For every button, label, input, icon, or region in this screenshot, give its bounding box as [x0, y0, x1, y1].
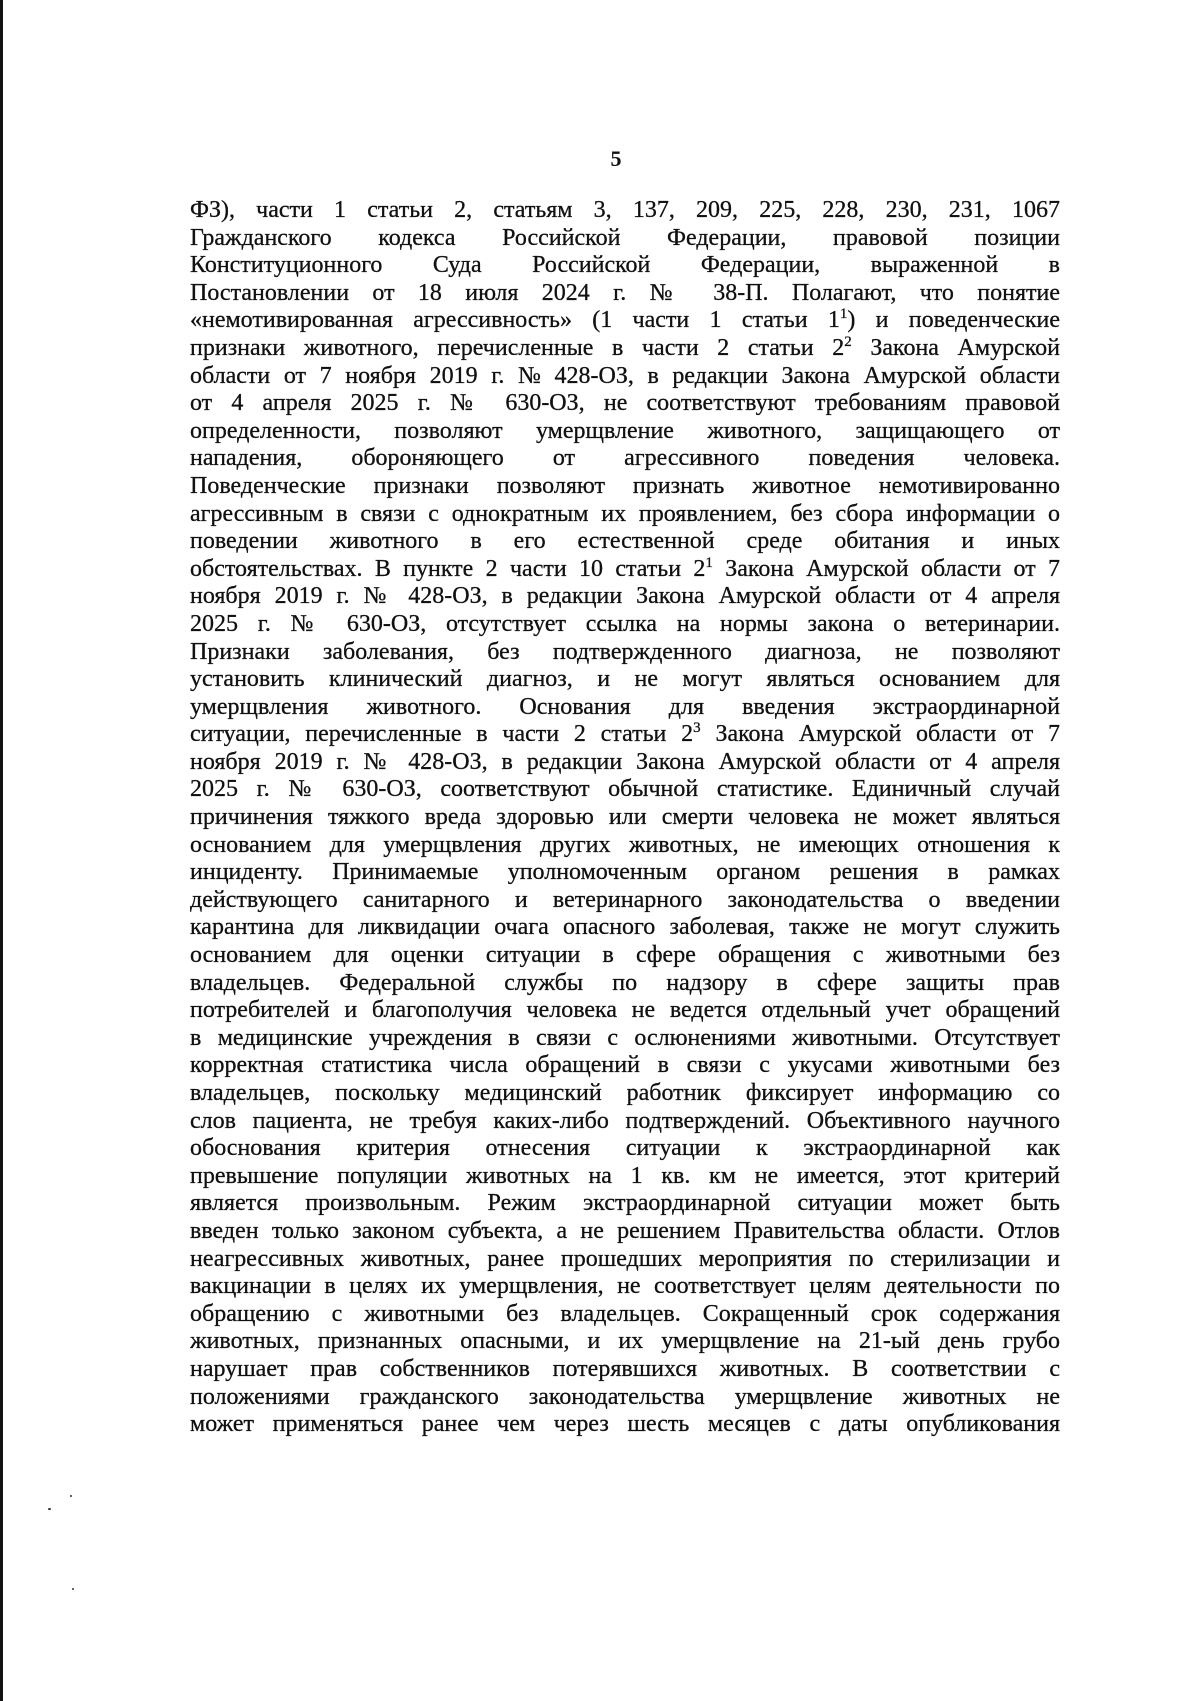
text-line-content: животных, признанных опасными, и их умерщвление на 21-ый день грубо — [190, 1328, 1060, 1355]
text-line-content: действующего санитарного и ветеринарного законодательства о введении — [190, 886, 1060, 913]
text-line — [190, 1411, 1060, 1439]
text-line-content: нападения, обороняющего от агрессивного поведения человека. — [190, 445, 1060, 472]
text-line-content: умерщвления животного. Основания для введения экстраординарной — [190, 693, 1060, 720]
text-line — [190, 1108, 1060, 1136]
text-line-content: нарушает прав собственников потерявшихся животных. В соответствии с — [190, 1355, 1060, 1382]
text-line — [190, 280, 1060, 308]
text-line-tail: Закона Амурской области от 7 — [700, 721, 1060, 748]
text-line-content: установить клинический диагноз, и не могут являться основанием для — [190, 666, 1060, 693]
text-line — [190, 611, 1060, 639]
text-line — [190, 749, 1060, 777]
text-line-content: «немотивированная агрессивность» (1 части 1 статьи 1 — [190, 307, 840, 334]
text-line-content: в медицинские учреждения в связи с ослюнениями животными. Отсутствует — [190, 1024, 1060, 1051]
text-line-content: агрессивным в связи с однократным их проявлением, без сбора информации о — [190, 500, 1060, 527]
text-line — [190, 1301, 1060, 1329]
text-line — [190, 804, 1060, 832]
text-line — [190, 1080, 1060, 1108]
text-line-content: является произвольным. Режим экстраординарной ситуации может быть — [190, 1190, 1060, 1217]
text-line — [190, 1163, 1060, 1191]
text-line-content: инциденту. Принимаемые уполномоченным органом решения в рамках — [190, 859, 1060, 886]
text-line-content: ФЗ), части 1 статьи 2, статьям 3, 137, 209, 225, 228, 230, 231, 1067 — [190, 197, 1060, 223]
text-line-content: основанием для умерщвления других животных, не имеющих отношения к — [190, 831, 1060, 858]
text-line — [190, 970, 1060, 998]
text-line — [190, 1135, 1060, 1163]
text-line-content: вакцинации в целях их умерщвления, не соответствует целям деятельности по — [190, 1273, 1060, 1300]
text-line-content: причинения тяжкого вреда здоровью или смерти человека не может являться — [190, 804, 1060, 831]
text-line — [190, 694, 1060, 722]
text-line-content: положениями гражданского законодательства умерщвление животных не — [190, 1383, 1060, 1410]
text-line-content: поведении животного в его естественной среде обитания и иных — [190, 528, 1060, 555]
text-line-content: области от 7 ноября 2019 г. № 428-ОЗ, в редакции Закона Амурской области — [190, 362, 1060, 389]
text-line — [190, 997, 1060, 1025]
text-line-content: обоснования критерия отнесения ситуации к экстраординарной как — [190, 1135, 1060, 1162]
text-line — [190, 666, 1060, 694]
superscript-index: 1 — [705, 555, 713, 571]
text-line — [190, 363, 1060, 391]
text-line-content: обращению с животными без владельцев. Сокращенный срок содержания — [190, 1300, 1060, 1327]
text-line-content: Признаки заболевания, без подтвержденного диагноза, не позволяют — [190, 638, 1060, 665]
text-line — [190, 1190, 1060, 1218]
text-line — [190, 832, 1060, 860]
text-line-content: корректная статистика числа обращений в связи с укусами животными без — [190, 1052, 1060, 1079]
text-line-content: может применяться ранее чем через шесть месяцев с даты опубликования — [190, 1411, 1060, 1438]
text-line — [190, 887, 1060, 915]
text-line-content: Гражданского кодекса Российской Федерации, правовой позиции — [190, 224, 1060, 251]
text-line — [190, 1246, 1060, 1274]
text-line — [190, 1052, 1060, 1080]
text-line — [190, 721, 1060, 749]
text-line-content: основанием для оценки ситуации в сфере обращения с животными без — [190, 942, 1060, 969]
text-line — [190, 1025, 1060, 1053]
text-line-content: Конституционного Суда Российской Федерации, выраженной в — [190, 252, 1060, 279]
text-line — [190, 914, 1060, 942]
text-line-content: 2025 г. № 630-ОЗ, отсутствует ссылка на нормы закона о ветеринарии. — [190, 610, 1060, 637]
text-line-content: признаки животного, перечисленные в части 2 статьи 2 — [190, 334, 845, 361]
text-line-content: Поведенческие признаки позволяют признать животное немотивированно — [190, 472, 1060, 499]
text-line-content: ноября 2019 г. № 428-ОЗ, в редакции Закона Амурской области от 4 апреля — [190, 583, 1060, 610]
text-line-content: введен только законом субъекта, а не решением Правительства области. Отлов — [190, 1217, 1060, 1244]
text-line — [190, 335, 1060, 363]
document-body — [190, 197, 1060, 1439]
text-line — [190, 390, 1060, 418]
text-line-content: владельцев. Федеральной службы по надзору в сфере защиты прав — [190, 969, 1060, 996]
text-line-content: неагрессивных животных, ранее прошедших мероприятия по стерилизации и — [190, 1245, 1060, 1272]
text-line-content: слов пациента, не требуя каких-либо подтверждений. Объективного научного — [190, 1107, 1060, 1134]
text-line-content: карантина для ликвидации очага опасного заболевая, также не могут служить — [190, 914, 1060, 941]
text-line — [190, 225, 1060, 253]
text-line — [190, 639, 1060, 667]
superscript-index: 3 — [693, 721, 701, 737]
text-line — [190, 1218, 1060, 1246]
text-line — [190, 307, 1060, 335]
text-line-content: обстоятельствах. В пункте 2 части 10 статьи 2 — [190, 555, 706, 582]
text-line-content: потребителей и благополучия человека не ведется отдельный учет обращений — [190, 997, 1060, 1024]
scan-speck — [48, 1508, 51, 1510]
text-line — [190, 501, 1060, 529]
superscript-index: 1 — [839, 307, 848, 323]
text-line — [190, 1273, 1060, 1301]
text-line-tail: ) и поведенческие — [847, 307, 1060, 334]
text-line-content: определенности, позволяют умерщвление животного, защищающего от — [190, 417, 1060, 444]
text-line — [190, 1356, 1060, 1384]
superscript-index: 2 — [844, 334, 852, 350]
text-line — [190, 859, 1060, 887]
text-line — [190, 776, 1060, 804]
text-line — [190, 445, 1060, 473]
page-number: 5 — [610, 146, 622, 171]
text-line — [190, 197, 1060, 225]
scan-speck — [72, 1588, 74, 1590]
text-line-content: 2025 г. № 630-ОЗ, соответствуют обычной статистике. Единичный случай — [190, 776, 1060, 803]
text-line — [190, 252, 1060, 280]
text-line-tail: Закона Амурской области от 7 — [712, 555, 1060, 582]
text-line — [190, 942, 1060, 970]
text-line-content: ситуации, перечисленные в части 2 статьи 2 — [190, 721, 694, 748]
text-line-content: превышение популяции животных на 1 кв. км не имеется, этот критерий — [190, 1162, 1060, 1189]
text-line — [190, 556, 1060, 584]
text-line-content: от 4 апреля 2025 г. № 630-ОЗ, не соответствуют требованиям правовой — [190, 390, 1060, 417]
text-line-content: ноября 2019 г. № 428-ОЗ, в редакции Закона Амурской области от 4 апреля — [190, 748, 1060, 775]
text-line — [190, 528, 1060, 556]
text-line-content: владельцев, поскольку медицинский работник фиксирует информацию со — [190, 1080, 1060, 1106]
text-line — [190, 418, 1060, 446]
text-line — [190, 1384, 1060, 1412]
text-line-tail: Закона Амурской — [851, 334, 1060, 361]
text-line-content: Постановлении от 18 июля 2024 г. № 38-П. Полагают, что понятие — [190, 279, 1060, 306]
text-line — [190, 583, 1060, 611]
scan-speck — [70, 1495, 72, 1497]
text-line — [190, 1328, 1060, 1356]
text-line — [190, 473, 1060, 501]
